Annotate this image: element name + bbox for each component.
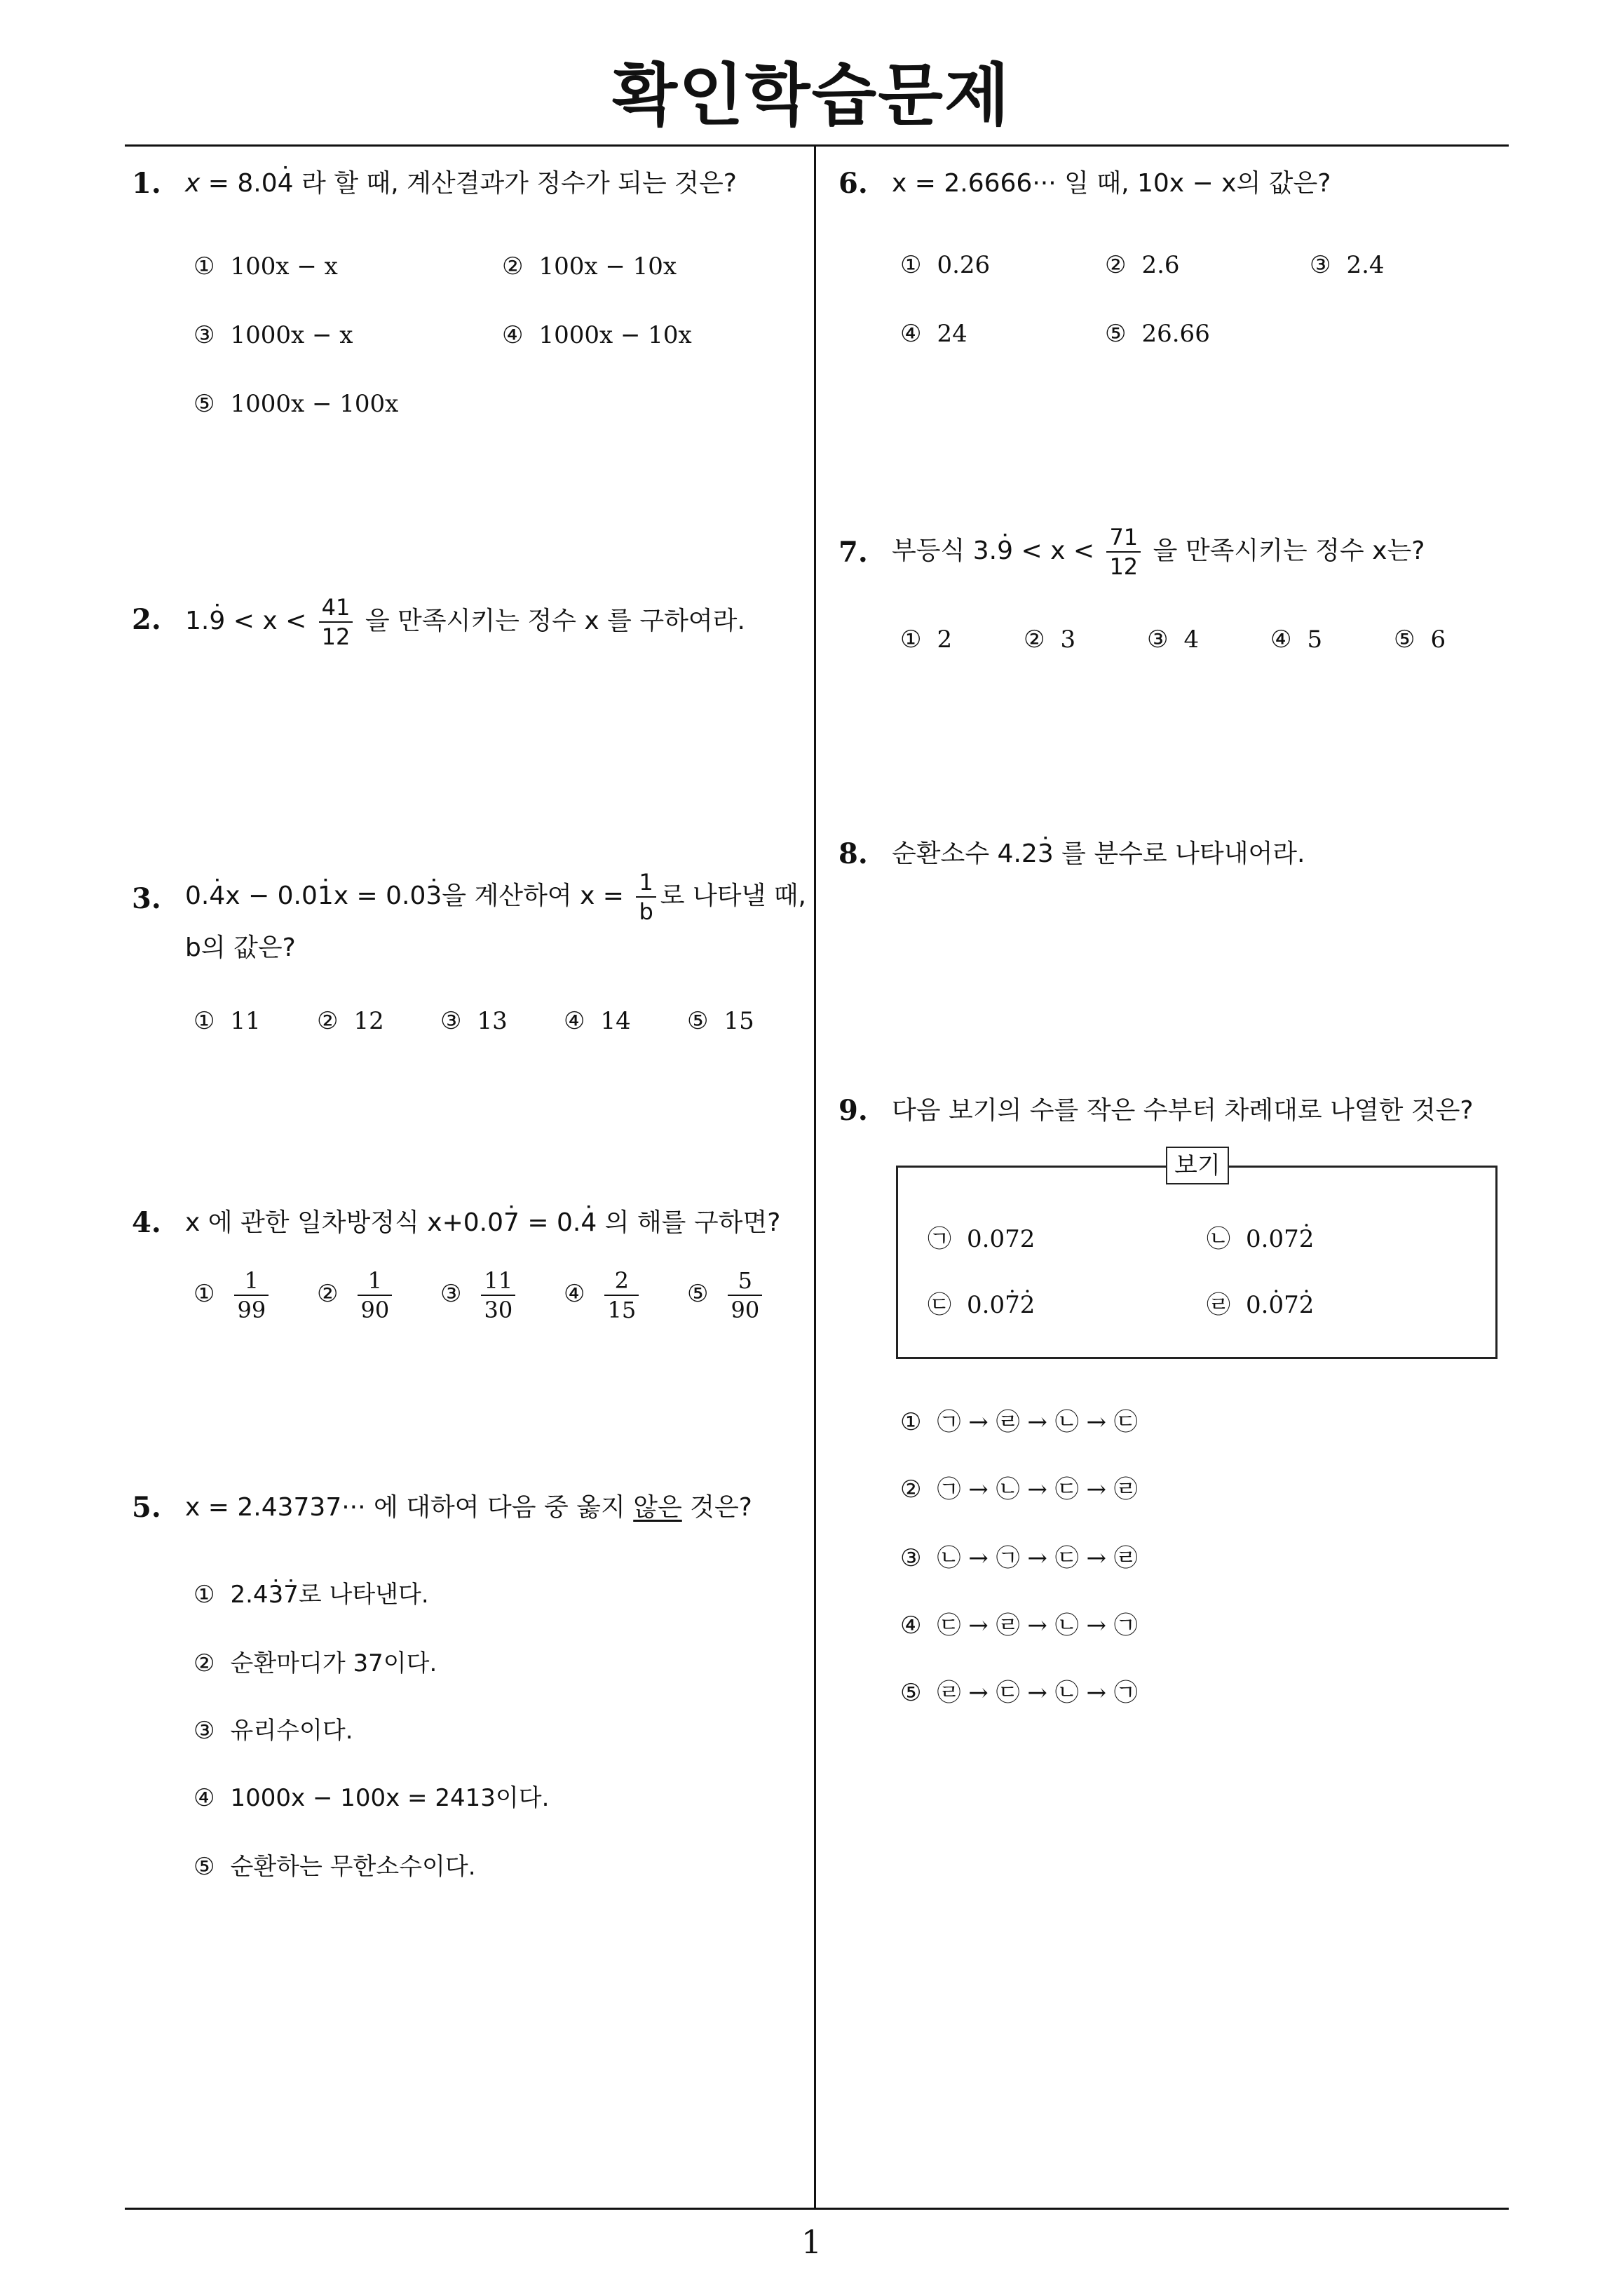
option-4[interactable] [564,1267,643,1324]
option-marker: ④ [564,1280,585,1308]
option-marker: ③ [193,321,215,349]
option-2[interactable] [317,999,384,1044]
option-1[interactable] [193,999,261,1044]
denominator: 90 [731,1297,760,1323]
text-part: 을 계산하여 x = [442,882,632,910]
option-value: 1000x − 100x = 2413이다. [230,1784,550,1812]
option-3[interactable] [440,999,508,1044]
option-marker: ② [900,1475,922,1504]
option-marker: ③ [1147,626,1169,654]
option-value: 6 [1430,626,1446,654]
page-title: 확인학습문제 [612,56,1011,135]
option-marker: ① [900,626,922,654]
option-1[interactable] [193,1267,273,1324]
option-marker: ② [193,1649,215,1677]
repeating-digit: 4 ˙ [209,882,225,910]
text-part: 의 해를 구하면? [597,1208,781,1237]
option-3[interactable] [1147,617,1199,662]
question-text: x = 2.6666··· 일 때, 10x − x의 값은? [892,169,1331,198]
bogi-label: 보기 [1166,1147,1229,1184]
text-part: < x < [1013,536,1103,565]
fraction [1106,523,1141,581]
option-marker: ④ [564,1007,585,1035]
question-number: 9. [838,1094,868,1127]
repeating-digit: 3 ˙ [426,882,442,910]
option-4[interactable] [1270,617,1322,662]
question-number: 8. [838,837,868,870]
repeating-digit: 1 ˙ [318,882,334,910]
option-marker: ① [900,251,922,279]
option-5[interactable] [1105,311,1210,356]
option-2[interactable] [193,1641,437,1686]
option-value: ㉠ → ㉡ → ㉢ → ㉣ [937,1475,1138,1504]
option-marker: ④ [900,1612,922,1640]
option-marker: ③ [900,1544,922,1572]
text-part: < x < [225,607,315,635]
option-value: 14 [600,1007,631,1035]
column-divider [814,146,816,2208]
text-part: 을 만족시키는 정수 x 를 구하여라. [357,607,745,635]
option-marker: ① [193,1581,215,1609]
option-marker: ② [1105,251,1127,279]
question-number: 6. [838,167,868,200]
page-number: 1 [801,2223,822,2261]
option-3[interactable] [440,1267,520,1324]
bogi-item-2 [1207,1217,1314,1262]
numerator: 1 [358,1267,392,1296]
fraction [636,868,656,926]
option-marker: ⑤ [1394,626,1415,654]
option-value: 유리수이다. [230,1717,353,1745]
bogi-value: 0.07 [1246,1225,1299,1253]
option-value: 2.4 [230,1581,269,1609]
option-marker: ⑤ [900,1679,922,1707]
question-text [185,868,816,971]
option-1[interactable] [193,1572,429,1617]
bogi-marker: ㉠ [928,1225,951,1253]
option-marker: ⑤ [193,1853,215,1881]
question-number: 2. [132,603,161,636]
denominator: 30 [484,1297,513,1323]
option-value: 11 [230,1007,261,1035]
bogi-value: 0. [1246,1291,1269,1319]
option-value: 2.4 [1346,251,1385,279]
text-part: x = 0.0 [333,882,426,910]
option-2[interactable] [1105,243,1180,288]
fraction [358,1267,392,1324]
question-text [185,1485,816,1530]
question-text [892,832,1523,877]
denominator: 99 [237,1297,266,1323]
option-value: 15 [724,1007,754,1035]
option-value: ㉠ → ㉣ → ㉡ → ㉢ [937,1408,1138,1436]
repeating-digit: 3 ˙ [269,1581,284,1609]
question-text: 다음 보기의 수를 작은 수부터 차례대로 나열한 것은? [892,1096,1474,1125]
bottom-rule [125,2208,1509,2210]
question-number: 3. [132,882,161,915]
option-4[interactable] [193,1776,549,1821]
bogi-marker: ㉢ [928,1291,951,1319]
underlined-word: 않은 [633,1493,682,1522]
option-marker: ① [193,252,215,281]
option-5[interactable] [193,1844,476,1889]
denominator: 12 [321,623,351,650]
option-5[interactable] [1394,617,1446,662]
option-value: 2.6 [1141,251,1180,279]
denominator: b [639,898,653,925]
bogi-box [896,1152,1498,1359]
option-marker: ② [1024,626,1045,654]
repeating-digit: 7 ˙ [283,1581,299,1609]
question-number: 4. [132,1206,161,1239]
option-marker: ③ [440,1007,462,1035]
repeating-digit: 9 ˙ [997,536,1013,565]
question-text-line2: b의 값은? [185,933,296,962]
option-5[interactable] [687,999,754,1044]
option-1[interactable] [900,617,952,662]
option-value: 1000x − 10x [538,321,692,349]
option-value: 순환하는 무한소수이다. [230,1853,476,1881]
option-5[interactable] [900,1670,1138,1715]
option-4[interactable] [900,311,967,356]
option-marker: ③ [440,1280,462,1308]
bogi-value: 0.072 [967,1225,1035,1253]
question-number: 5. [132,1491,161,1524]
denominator: 12 [1109,553,1139,580]
option-value: 순환마디가 37이다. [230,1649,437,1677]
numerator: 1 [636,868,656,898]
repeating-digit: 7 ˙ [503,1208,520,1237]
fraction [234,1267,269,1324]
text-part: 순환소수 4.2 [892,839,1038,868]
bogi-marker: ㉣ [1207,1291,1230,1319]
question-text [185,161,816,206]
option-value: ㉢ → ㉣ → ㉡ → ㉠ [937,1612,1138,1640]
text-part: x − 0.0 [225,882,318,910]
option-3[interactable] [900,1536,1138,1581]
text-part: = 0. [519,1208,581,1237]
option-value: 26.66 [1141,320,1210,348]
repeating-digit: 0 ˙ [1268,1291,1284,1319]
option-2[interactable] [317,1267,396,1324]
option-marker: ③ [1310,251,1331,279]
option-5[interactable] [193,381,398,426]
numerator: 11 [481,1267,515,1296]
text-part: 를 분수로 나타내어라. [1053,839,1305,868]
text-part: x = 2.43737··· 에 대하여 다음 중 옳지 [185,1493,634,1522]
option-3[interactable] [193,1708,353,1753]
numerator: 41 [319,593,353,623]
text-part: 1. [185,607,210,635]
repeating-digit: 9 ˙ [209,607,225,635]
repeating-digit: 4 ˙ [278,169,294,198]
option-marker: ② [317,1280,339,1308]
denominator: 90 [360,1297,390,1323]
repeating-digit: 2 ˙ [1020,1291,1035,1319]
option-value: 24 [937,320,967,348]
denominator: 15 [607,1297,637,1323]
text-part: = 8.0 [200,169,278,198]
option-value: 4 [1183,626,1200,654]
text-part: 로 나타낼 때, [660,882,806,910]
option-marker: ⑤ [687,1007,709,1035]
text-part: 0. [185,882,210,910]
option-marker: ④ [502,321,524,349]
option-2[interactable] [502,244,677,289]
option-4[interactable] [502,313,692,358]
option-1[interactable] [193,244,338,289]
option-1[interactable] [900,1400,1138,1445]
option-4[interactable] [564,999,631,1044]
numerator: 2 [604,1267,639,1296]
option-value: 3 [1060,626,1076,654]
question-number: 7. [838,536,868,569]
option-value: 1000x − 100x [230,390,399,418]
bogi-item-1 [928,1217,1035,1262]
repeating-digit: 2 ˙ [1299,1291,1315,1319]
text-part: x 에 관한 일차방정식 x+0.0 [185,1208,504,1237]
option-3[interactable] [1310,243,1385,288]
option-value: ㉡ → ㉠ → ㉢ → ㉣ [937,1544,1138,1572]
fraction [604,1267,639,1324]
option-marker: ④ [1270,626,1292,654]
option-marker: ④ [900,320,922,348]
option-marker: ① [193,1280,215,1308]
option-marker: ② [502,252,524,281]
option-5[interactable] [687,1267,766,1324]
option-value: 로 나타낸다. [298,1581,429,1609]
option-marker: ③ [193,1717,215,1745]
bogi-value: 0.0 [967,1291,1005,1319]
text-part: 라 할 때, 계산결과가 정수가 되는 것은? [293,169,737,198]
option-value: 13 [477,1007,508,1035]
text-part: 을 만족시키는 정수 x는? [1145,536,1425,565]
repeating-digit: 3 ˙ [1038,839,1054,868]
option-value: 100x − x [230,252,338,281]
repeating-digit: 2 ˙ [1299,1225,1315,1253]
numerator: 1 [234,1267,269,1296]
fraction [728,1267,762,1324]
fraction [319,593,353,651]
question-number: 1. [132,167,161,200]
repeating-digit: 4 ˙ [580,1208,597,1237]
option-marker: ① [900,1408,922,1436]
option-value: 0.26 [937,251,991,279]
numerator: 71 [1106,523,1141,553]
option-3[interactable] [193,313,353,358]
question-text [185,1201,816,1245]
option-4[interactable] [900,1603,1138,1648]
option-value: 1000x − x [230,321,353,349]
option-marker: ① [193,1007,215,1035]
option-2[interactable] [900,1467,1138,1512]
fraction [481,1267,515,1324]
bogi-value: 7 [1284,1291,1299,1319]
option-value: ㉣ → ㉢ → ㉡ → ㉠ [937,1679,1138,1707]
option-1[interactable] [900,243,990,288]
text-part: 부등식 3. [892,536,998,565]
option-2[interactable] [1024,617,1075,662]
option-marker: ② [317,1007,339,1035]
top-rule [125,144,1509,147]
bogi-marker: ㉡ [1207,1225,1230,1253]
option-marker: ④ [193,1784,215,1812]
option-value: 5 [1307,626,1323,654]
bogi-item-4 [1207,1283,1314,1328]
text-part: 것은? [681,1493,752,1522]
repeating-digit: 7 ˙ [1005,1291,1020,1319]
bogi-item-3 [928,1283,1035,1328]
question-text [185,593,816,651]
option-value: 2 [937,626,953,654]
option-value: 100x − 10x [538,252,677,281]
option-marker: ⑤ [687,1280,709,1308]
numerator: 5 [728,1267,762,1296]
question-text [892,523,1523,581]
option-marker: ⑤ [1105,320,1127,348]
var-x: x [185,169,201,198]
option-value: 12 [353,1007,384,1035]
option-marker: ⑤ [193,390,215,418]
